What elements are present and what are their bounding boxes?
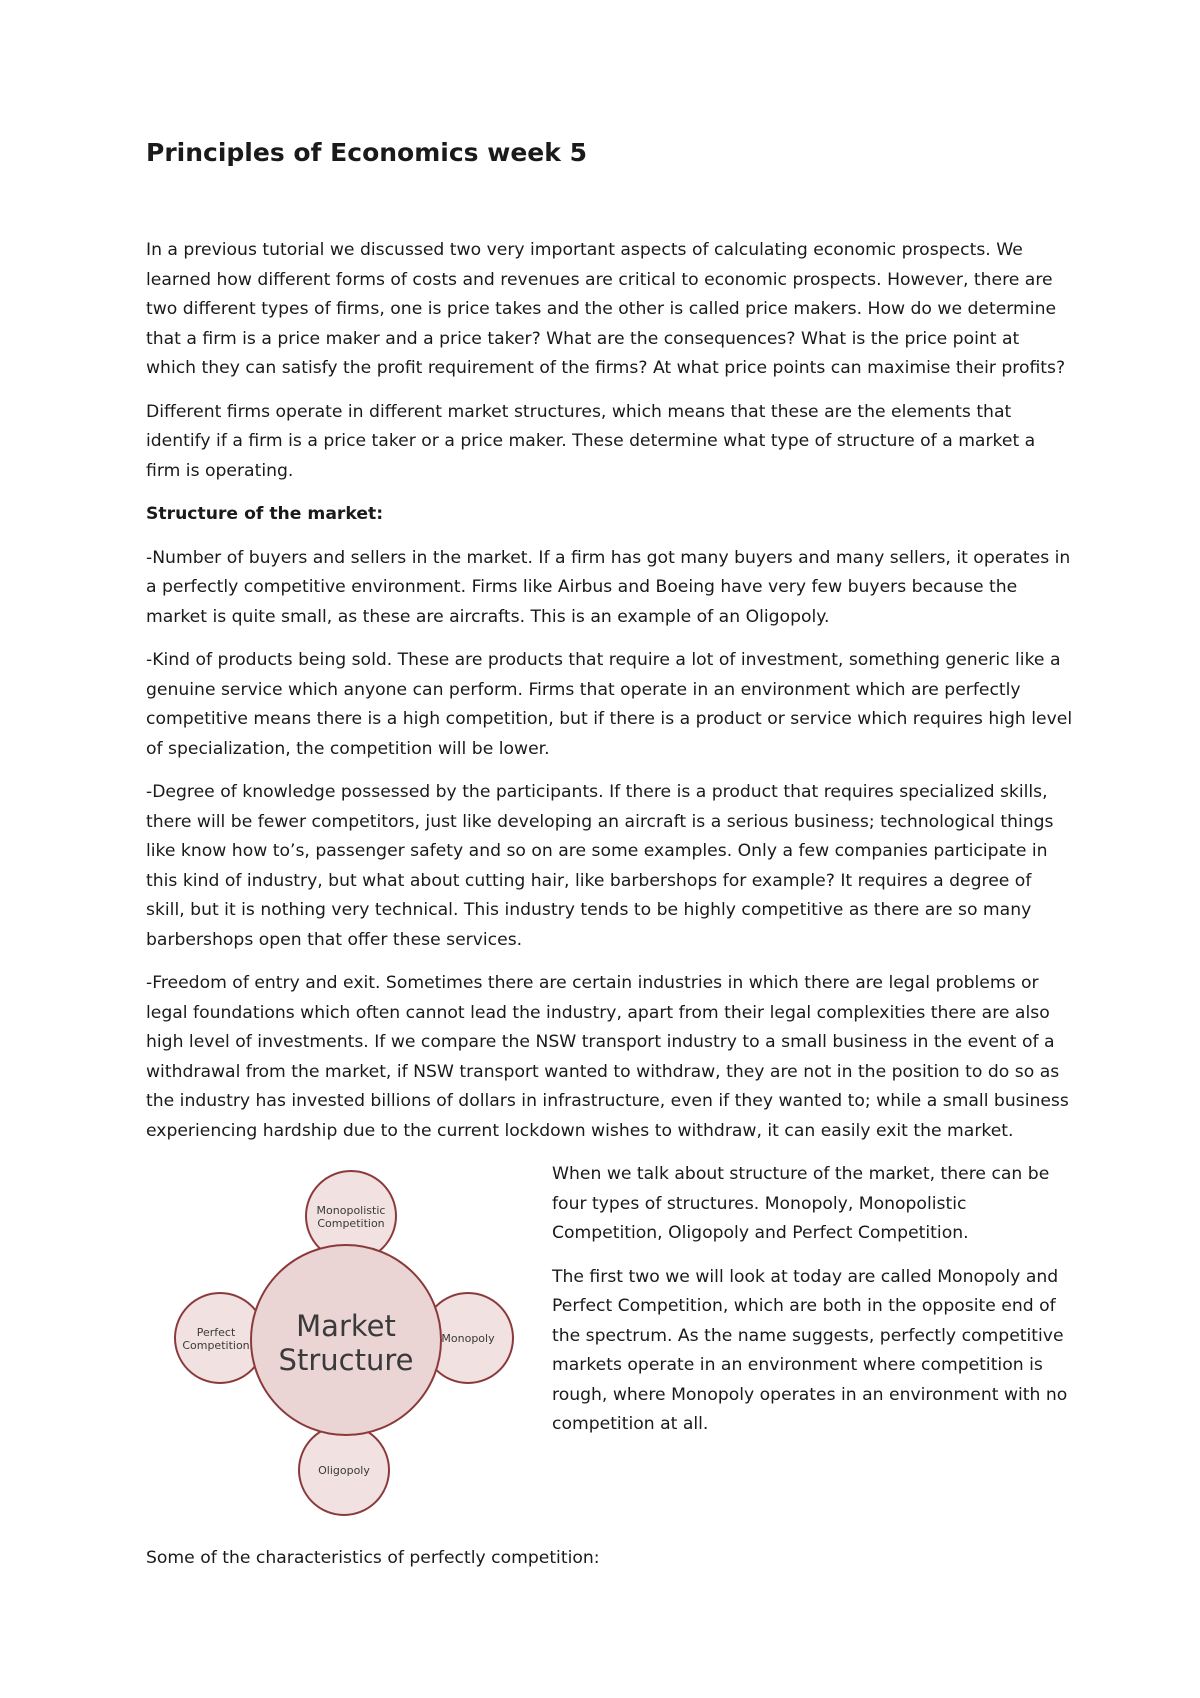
structure-point: -Degree of knowledge possessed by the participants. If there is a product that requires specialized skills, there will be fewer competitors, just like developing an aircraft is a serious business; technological things like know how to’s, passenger safety and so on are some examples. Only a few companies participate in this kind of industry, but what about cutting hair, like barbershops for example? It requires a degree of skill, but it is nothing very technical. This industry tends to be highly competitive as there are so many barbershops open that offer these services. (146, 782, 1054, 950)
top-label-line1: Monopolistic (316, 1204, 386, 1217)
side-text (552, 1160, 1074, 1454)
bottom-label: Oligopoly (318, 1464, 370, 1477)
market-structure-diagram (168, 1164, 518, 1522)
left-label-line1: Perfect (196, 1326, 236, 1339)
page-title: Principles of Economics week 5 (146, 138, 587, 167)
structure-point: -Number of buyers and sellers in the market. If a firm has got many buyers and many sellers, it operates in a perfectly competitive environment. Firms like Airbus and Boeing have very few buyers because the market is quite small, as these are aircrafts. This is an example of an Oligopoly. (146, 547, 1071, 627)
figure-row (146, 1160, 1074, 1530)
right-label: Monopoly (441, 1332, 495, 1345)
document-body (146, 236, 1074, 1588)
left-label-line2: Competition (182, 1339, 250, 1352)
side-paragraph: When we talk about structure of the market, there can be four types of structures. Monopoly, Monopolistic Competition, Oligopoly and Perfect Competition. (552, 1164, 1050, 1243)
section-heading: Structure of the market: (146, 504, 384, 524)
closing-line: Some of the characteristics of perfectly competition: (146, 1548, 600, 1568)
intro-paragraph: Different firms operate in different market structures, which means that these are the elements that identify if a firm is a price taker or a price maker. These determine what type of structure of a market a firm is operating. (146, 401, 1036, 481)
top-label-line2: Competition (317, 1217, 385, 1230)
center-label-line2: Structure (278, 1343, 414, 1377)
structure-point: -Kind of products being sold. These are products that require a lot of investment, something generic like a genuine service which anyone can perform. Firms that operate in an environment which are perfectly competitive means there is a high competition, but if there is a product or service which requires high level of specialization, the competition will be lower. (146, 650, 1073, 759)
center-label-line1: Market (296, 1309, 396, 1343)
structure-point: -Freedom of entry and exit. Sometimes there are certain industries in which there are legal problems or legal foundations which often cannot lead the industry, apart from their legal complexities there are also high level of investments. If we compare the NSW transport industry to a small business in the event of a withdrawal from the market, if NSW transport wanted to withdraw, they are not in the position to do so as the industry has invested billions of dollars in infrastructure, even if they wanted to; while a small business experiencing hardship due to the current lockdown wishes to withdraw, it can easily exit the market. (146, 973, 1069, 1141)
intro-paragraph: In a previous tutorial we discussed two very important aspects of calculating economic prospects. We learned how different forms of costs and revenues are critical to economic prospects. However, there are two different types of firms, one is price takes and the other is called price makers. How do we determine that a firm is a price maker and a price taker? What are the consequences? What is the price point at which they can satisfy the profit requirement of the firms? At what price points can maximise their profits? (146, 240, 1066, 378)
side-paragraph: The first two we will look at today are called Monopoly and Perfect Competition, which are both in the opposite end of the spectrum. As the name suggests, perfectly competitive markets operate in an environment where competition is rough, where Monopoly operates in an environment with no competition at all. (552, 1266, 1068, 1434)
